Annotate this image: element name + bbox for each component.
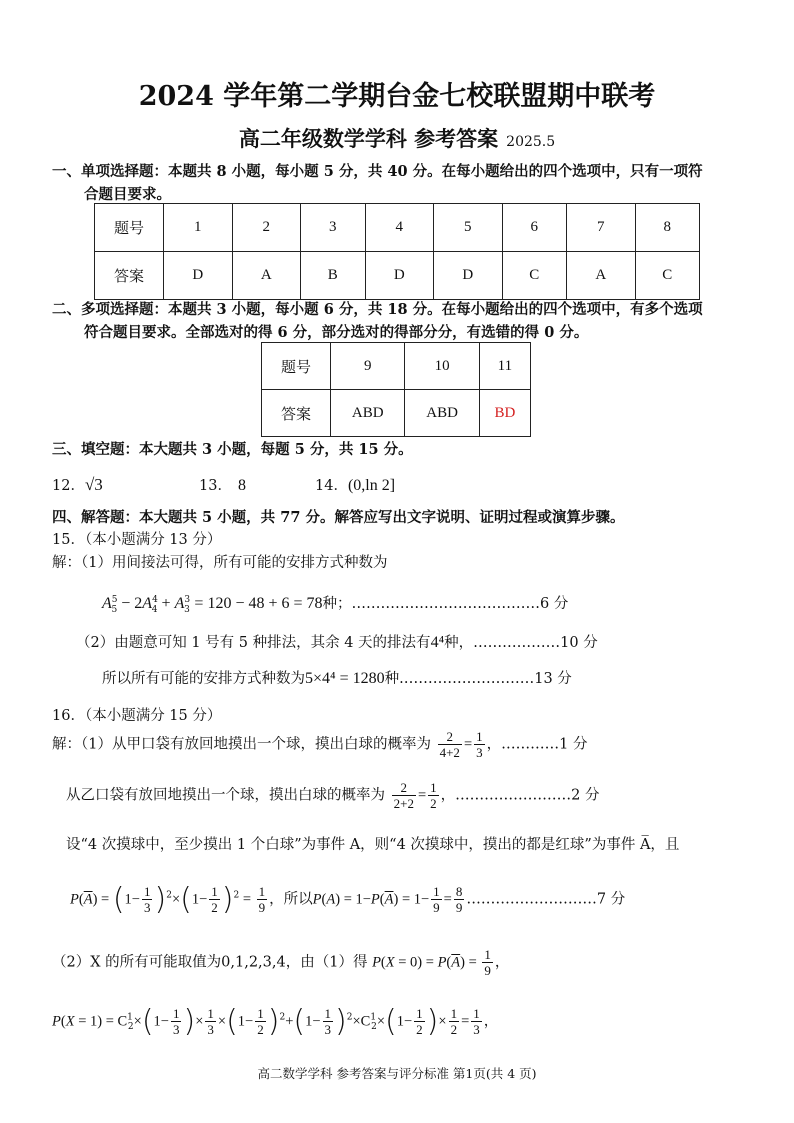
fraction: $\frac{1}{2}$ <box>450 1006 458 1037</box>
page-subtitle <box>0 123 794 153</box>
table-cell: B <box>301 252 365 300</box>
fraction: $\frac{1}{9}$ <box>258 884 266 915</box>
fraction: $\frac{1}{3}$ <box>476 729 483 760</box>
table-cell: 6 <box>502 204 566 252</box>
q16-l2-score: ……………………2 分 <box>455 787 600 804</box>
fraction: $\frac{1}{3}$ <box>143 884 151 915</box>
section2-answer-table <box>261 342 531 437</box>
table-cell-label: 题号 <box>95 204 164 252</box>
q16-line4: $P(\overline{A}) = (1-$ $\frac{1}{3}$ )$^2$×(1− $\frac{1}{2}$ )$^2$ = $\frac{1}{9}$ ，所以$P(A) = 1-P(\overline{A}) = 1-$ $\frac{1}{9}$ = $\frac{8}{9}$ ………………………7 分 <box>70 882 626 917</box>
q16-line1: 解：（1）从甲口袋有放回地摸出一个球，摸出白球的概率为 $\frac{2}{4+2}$ = $\frac{1}{3}$ ，…………1 分 <box>52 729 588 760</box>
q14-value: (0,ln 2] <box>347 477 396 494</box>
page-footer: 高二数学学科 参考答案与评分标准 第1页(共 4 页) <box>257 1066 537 1081</box>
q15-part2-line1 <box>76 631 598 652</box>
fraction: $\frac{2}{4+2}$ <box>439 729 460 760</box>
fraction: $\frac{8}{9}$ <box>455 884 463 915</box>
fraction: $\frac{1}{2}$ <box>416 1006 423 1037</box>
section1-heading: 一、单项选择题：本题共 8 小题，每小题 5 分，共 40 分。在每小题给出的四个选项中，只有一项符 <box>52 163 703 180</box>
section2-number-row <box>262 343 531 390</box>
table-cell: ABD <box>405 390 479 437</box>
table-cell-label: 答案 <box>262 390 331 437</box>
fraction: $\frac{1}{2}$ <box>211 884 218 915</box>
table-cell: C <box>635 252 699 300</box>
section1-answer-row <box>95 252 700 300</box>
fraction: $\frac{1}{3}$ <box>473 1006 480 1037</box>
fraction: $\frac{1}{9}$ <box>484 947 491 978</box>
q16-l1-score: …………1 分 <box>501 736 588 753</box>
q12-value: √3 <box>84 475 103 494</box>
q15-part2a-tail: 种， <box>444 635 474 651</box>
fraction: $\frac{2}{2+2}$ <box>393 780 414 811</box>
table-cell: A <box>567 252 636 300</box>
q15-equation-1: $A^5_5 - 2A^4_4 + A^3_3 = 120 - 48 + 6 = 78$种；…………………………………6 分 <box>102 595 569 615</box>
section1-number-row <box>95 204 700 252</box>
section1-answer-table <box>94 203 700 300</box>
section2-answer-row <box>262 390 531 437</box>
q16-l5-tail: ， <box>494 954 510 971</box>
page-title: 2024 学年第二学期台金七校联盟期中联考 <box>138 81 656 112</box>
table-cell: 2 <box>232 204 301 252</box>
table-cell: 3 <box>301 204 365 252</box>
q15-part2b-score: ………………………13 分 <box>403 671 572 687</box>
q16-line3: 设“4 次摸球中，至少摸出 1 个白球”为事件 A，则“4 次摸球中，摸出的都是红球”为事件 A̅，且 <box>66 837 680 853</box>
q15-eq1-result: = 120 − 48 + 6 = 78 <box>194 595 323 612</box>
q12-label: 12． <box>52 478 85 494</box>
table-cell: C <box>502 252 566 300</box>
table-cell-label: 答案 <box>95 252 164 300</box>
section4-heading: 四、解答题：本大题共 5 小题，共 77 分。解答应写出文字说明、证明过程或演算步骤。 <box>52 509 625 526</box>
q15-part2a-expr: 4⁴ <box>430 634 445 651</box>
table-cell: D <box>164 252 233 300</box>
q16-l5-text: （2）X 的所有可能取值为0,1,2,3,4，由（1）得 <box>52 954 368 971</box>
fraction: $\frac{1}{2}$ <box>430 780 437 811</box>
table-cell: A <box>232 252 301 300</box>
q15-part2a-text: （2）由题意可知 1 号有 5 种排法，其余 4 天的排法有 <box>76 635 431 651</box>
table-cell: 11 <box>479 343 530 390</box>
table-cell-highlight: BD <box>479 390 530 437</box>
q15-title: 15．（本小题满分 13 分） <box>52 532 222 548</box>
table-cell: D <box>365 252 434 300</box>
fraction: $\frac{1}{9}$ <box>433 884 440 915</box>
table-cell: 7 <box>567 204 636 252</box>
table-cell: 5 <box>434 204 503 252</box>
q15-part2b-expr: 5×4⁴ = 1280 <box>305 670 385 687</box>
table-cell: 4 <box>365 204 434 252</box>
q16-line2: 从乙口袋有放回地摸出一个球，摸出白球的概率为 $\frac{2}{2+2}$ = $\frac{1}{2}$ ，……………………2 分 <box>66 780 600 811</box>
q16-l4-mid: ，所以 <box>269 891 313 908</box>
q15-part2b-text: 所以所有可能的安排方式种数为 <box>102 671 305 687</box>
q16-line5: （2）X 的所有可能取值为0,1,2,3,4，由（1）得 $P(X = 0) = P(\overline{A})$ = $\frac{1}{9}$ ， <box>52 947 510 978</box>
q15-intro: 解：（1）用间接法可得，所有可能的安排方式种数为 <box>52 555 388 571</box>
fraction: $\frac{1}{3}$ <box>207 1006 214 1037</box>
table-cell: ABD <box>331 390 405 437</box>
subtitle-text: 高二年级数学学科 参考答案 <box>238 126 499 151</box>
section2-heading-cont: 符合题目要求。全部选对的得 6 分，部分选对的得部分分，有选错的得 0 分。 <box>84 324 589 341</box>
q15-part2-line2 <box>102 667 572 688</box>
fraction: $\frac{1}{2}$ <box>257 1006 264 1037</box>
exam-date: 2025.5 <box>506 134 556 150</box>
q16-l1-text: 解：（1）从甲口袋有放回地摸出一个球，摸出白球的概率为 <box>52 736 431 753</box>
fraction: $\frac{1}{3}$ <box>172 1006 180 1037</box>
q15-part2b-tail: 种. <box>384 671 404 687</box>
q15-part2a-score: ………………10 分 <box>473 635 598 651</box>
section2-heading: 二、多项选择题：本题共 3 小题，每小题 6 分，共 18 分。在每小题给出的四个选项中，有多个选项 <box>52 301 703 318</box>
q15-eq1-unit: 种； <box>322 596 352 612</box>
fraction: $\frac{1}{3}$ <box>324 1006 332 1037</box>
section3-heading: 三、填空题：本大题共 3 小题，每题 5 分，共 15 分。 <box>52 441 413 458</box>
table-cell: 10 <box>405 343 479 390</box>
q13-answer <box>199 474 246 495</box>
table-cell: D <box>434 252 503 300</box>
q16-line6: $P(X = 1) = C^1_2\times(1-$ $\frac{1}{3}$ )× $\frac{1}{3}$ ×(1− $\frac{1}{2}$ )$^2$+(1− $\frac{1}{3}$ )$^2\times C^1_2\times(1-$ $\frac{1}{2}$ )× $\frac{1}{2}$ = $\frac{1}{3}$ ， <box>52 1004 499 1039</box>
q15-eq1-score: …………………………………6 分 <box>351 596 569 612</box>
q16-title: 16．（本小题满分 15 分） <box>52 708 222 724</box>
table-cell: 8 <box>635 204 699 252</box>
q13-value: 8 <box>237 477 246 494</box>
q14-label: 14． <box>315 478 348 494</box>
section1-heading-cont: 合题目要求。 <box>84 186 171 203</box>
table-cell: 9 <box>331 343 405 390</box>
q14-answer <box>315 474 395 495</box>
q13-label: 13． <box>199 478 232 494</box>
q16-l4-score: ………………………7 分 <box>466 891 626 908</box>
q16-l2-text: 从乙口袋有放回地摸出一个球，摸出白球的概率为 <box>66 787 385 804</box>
table-cell: 1 <box>164 204 233 252</box>
table-cell-label: 题号 <box>262 343 331 390</box>
q12-answer <box>52 474 103 495</box>
